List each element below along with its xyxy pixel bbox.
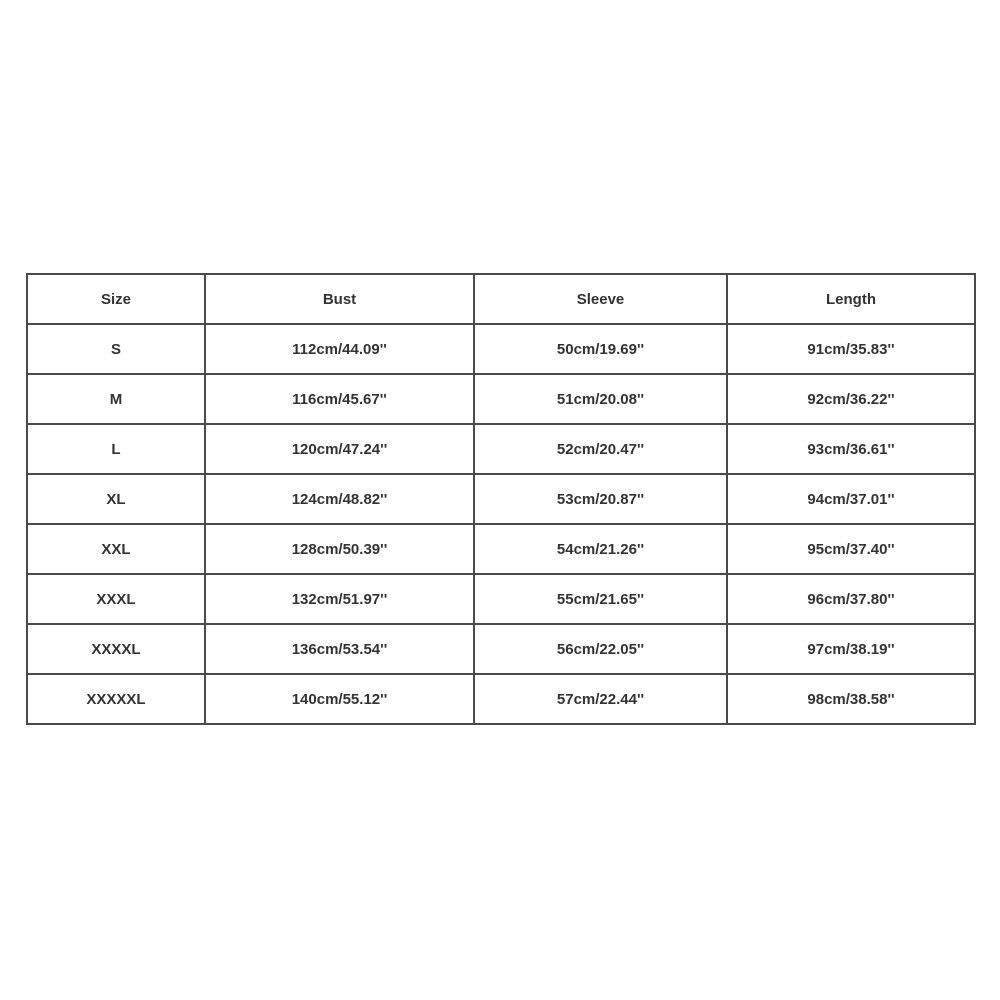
bust-cell: 140cm/55.12'' <box>205 674 474 724</box>
length-cell: 93cm/36.61'' <box>727 424 975 474</box>
sleeve-cell: 50cm/19.69'' <box>474 324 727 374</box>
length-cell: 97cm/38.19'' <box>727 624 975 674</box>
sleeve-cell: 52cm/20.47'' <box>474 424 727 474</box>
header-row <box>27 274 975 324</box>
table-row <box>27 574 975 624</box>
size-cell: XXXXL <box>27 624 205 674</box>
bust-cell: 136cm/53.54'' <box>205 624 474 674</box>
size-cell: S <box>27 324 205 374</box>
length-cell: 91cm/35.83'' <box>727 324 975 374</box>
table-row <box>27 474 975 524</box>
bust-cell: 112cm/44.09'' <box>205 324 474 374</box>
size-cell: XL <box>27 474 205 524</box>
size-cell: XXL <box>27 524 205 574</box>
bust-cell: 120cm/47.24'' <box>205 424 474 474</box>
sleeve-cell: 56cm/22.05'' <box>474 624 727 674</box>
header-size: Size <box>27 274 205 324</box>
sleeve-cell: 51cm/20.08'' <box>474 374 727 424</box>
size-cell: M <box>27 374 205 424</box>
sleeve-cell: 57cm/22.44'' <box>474 674 727 724</box>
header-sleeve: Sleeve <box>474 274 727 324</box>
sleeve-cell: 55cm/21.65'' <box>474 574 727 624</box>
table-row <box>27 374 975 424</box>
length-cell: 95cm/37.40'' <box>727 524 975 574</box>
size-cell: XXXL <box>27 574 205 624</box>
length-cell: 98cm/38.58'' <box>727 674 975 724</box>
header-length: Length <box>727 274 975 324</box>
sleeve-cell: 54cm/21.26'' <box>474 524 727 574</box>
table-row <box>27 424 975 474</box>
table-row <box>27 324 975 374</box>
bust-cell: 116cm/45.67'' <box>205 374 474 424</box>
size-cell: L <box>27 424 205 474</box>
bust-cell: 124cm/48.82'' <box>205 474 474 524</box>
bust-cell: 128cm/50.39'' <box>205 524 474 574</box>
sleeve-cell: 53cm/20.87'' <box>474 474 727 524</box>
header-bust: Bust <box>205 274 474 324</box>
table-row <box>27 674 975 724</box>
length-cell: 94cm/37.01'' <box>727 474 975 524</box>
length-cell: 96cm/37.80'' <box>727 574 975 624</box>
size-cell: XXXXXL <box>27 674 205 724</box>
table-row <box>27 524 975 574</box>
bust-cell: 132cm/51.97'' <box>205 574 474 624</box>
table-row <box>27 624 975 674</box>
size-chart-table <box>26 273 976 725</box>
length-cell: 92cm/36.22'' <box>727 374 975 424</box>
